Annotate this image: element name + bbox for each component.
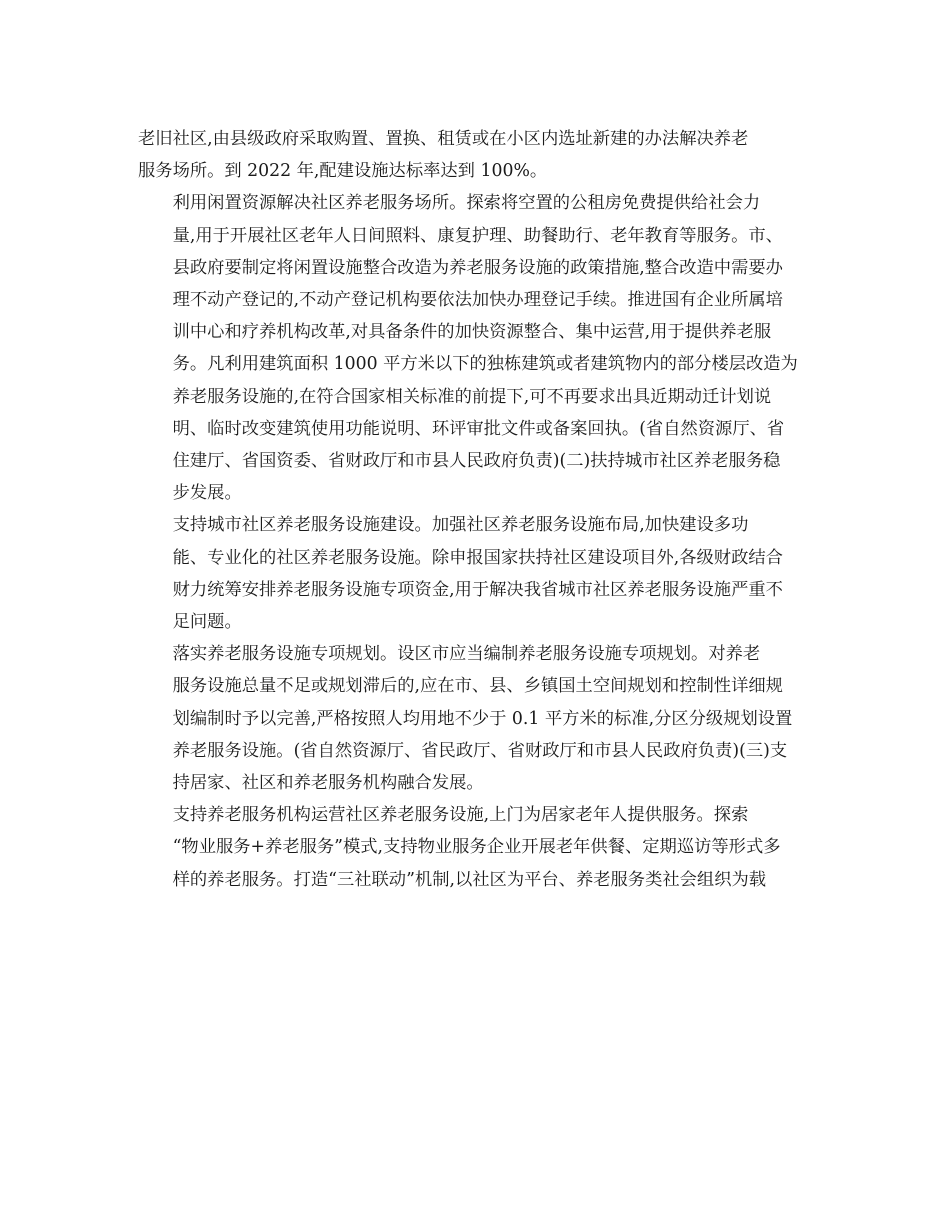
text-line: 务。凡利用建筑面积 1000 平方米以下的独栋建筑或者建筑物内的部分楼层改造为 (172, 354, 798, 375)
text-line: 住建厅、省国资委、省财政厅和市县人民政府负责)(二)扶持城市社区养老服务稳 (172, 451, 781, 472)
text-line: 能、专业化的社区养老服务设施。除申报国家扶持社区建设项目外,各级财政结合 (172, 547, 783, 568)
body-paragraph (138, 638, 812, 799)
text-line: 明、临时改变建筑使用功能说明、环评审批文件或备案回执。(省自然资源厅、省 (172, 418, 785, 439)
text-line: 量,用于开展社区老年人日间照料、康复护理、助餐助行、老年教育等服务。市、 (172, 225, 783, 246)
text-line: “物业服务+养老服务”模式,支持物业服务企业开展老年供餐、定期巡访等形式多 (172, 837, 781, 858)
text-line: 划编制时予以完善,严格按照人均用地不少于 0.1 平方米的标准,分区分级规划设置 (172, 708, 793, 729)
document-body (138, 123, 812, 896)
text-line: 养老服务设施。(省自然资源厅、省民政厅、省财政厅和市县人民政府负责)(三)支 (172, 740, 788, 761)
text-line: 养老服务设施的,在符合国家相关标准的前提下,可不再要求出具近期动迁计划说 (172, 386, 772, 407)
text-line: 训中心和疗养机构改革,对具备条件的加快资源整合、集中运营,用于提供养老服 (172, 322, 772, 343)
text-line: 服务场所。到 2022 年,配建设施达标率达到 100%。 (138, 161, 548, 182)
text-line: 财力统筹安排养老服务设施专项资金,用于解决我省城市社区养老服务设施严重不 (172, 579, 783, 600)
text-line: 足问题。 (172, 612, 242, 633)
body-paragraph (138, 509, 812, 638)
body-paragraph (138, 123, 812, 187)
text-line: 利用闲置资源解决社区养老服务场所。探索将空置的公租房免费提供给社会力 (172, 193, 761, 214)
text-line: 理不动产登记的,不动产登记机构要依法加快办理登记手续。推进国有企业所属培 (172, 290, 783, 311)
text-line: 步发展。 (172, 483, 242, 504)
text-line: 落实养老服务设施专项规划。设区市应当编制养老服务设施专项规划。对养老 (172, 644, 761, 665)
body-paragraph (138, 187, 812, 509)
text-line: 持居家、社区和养老服务机构融合发展。 (172, 773, 484, 794)
text-line: 县政府要制定将闲置设施整合改造为养老服务设施的政策措施,整合改造中需要办 (172, 257, 783, 278)
body-paragraph (138, 799, 812, 896)
text-line: 支持城市社区养老服务设施建设。加强社区养老服务设施布局,加快建设多功 (172, 515, 749, 536)
text-line: 支持养老服务机构运营社区养老服务设施,上门为居家老年人提供服务。探索 (172, 805, 749, 826)
text-line: 服务设施总量不足或规划滞后的,应在市、县、乡镇国土空间规划和控制性详细规 (172, 676, 783, 697)
text-line: 样的养老服务。打造“三社联动”机制,以社区为平台、养老服务类社会组织为载 (172, 869, 767, 890)
text-line: 老旧社区,由县级政府采取购置、置换、租赁或在小区内选址新建的办法解决养老 (138, 129, 749, 149)
